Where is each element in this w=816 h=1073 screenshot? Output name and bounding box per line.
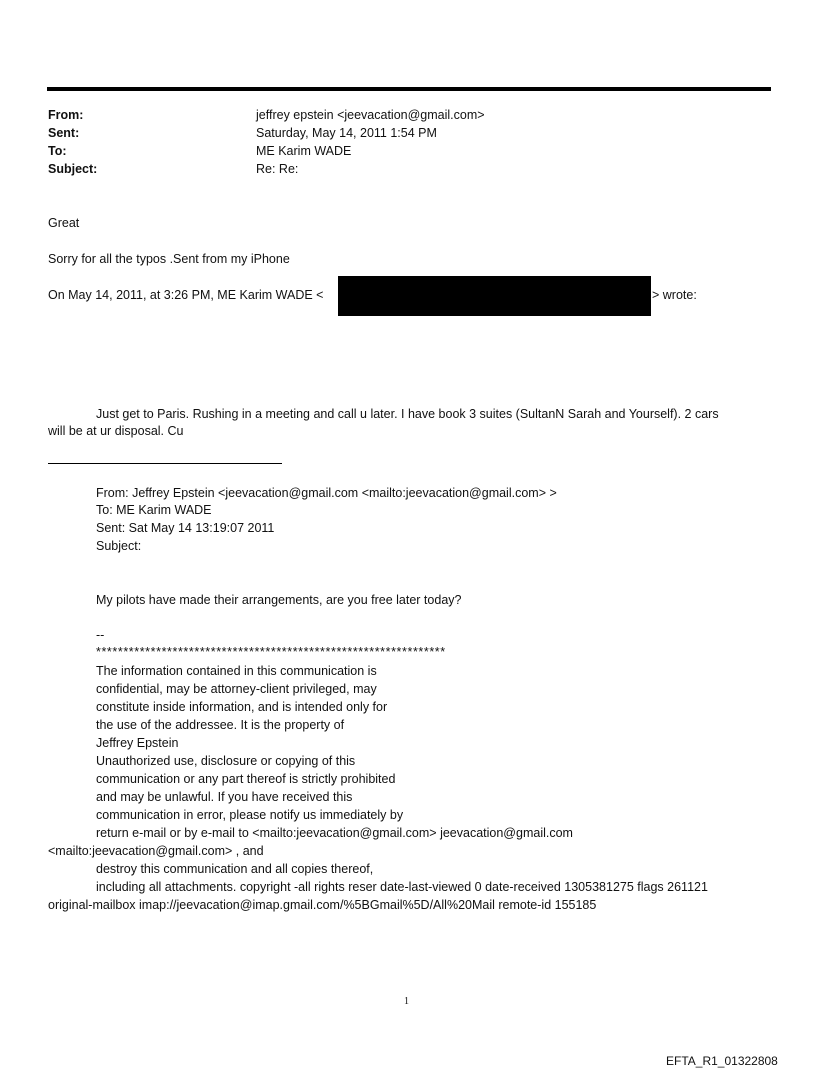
redaction-box	[338, 276, 651, 316]
body-great: Great	[48, 216, 80, 230]
quoted-sent: Sent: Sat May 14 13:19:07 2011	[96, 521, 275, 535]
sent-value: Saturday, May 14, 2011 1:54 PM	[256, 126, 437, 140]
subject-label: Subject:	[48, 162, 98, 176]
disclaimer-line: communication or any part thereof is strictly prohibited	[96, 772, 396, 786]
separator-rule	[48, 463, 282, 464]
signature-dash: --	[96, 628, 105, 642]
disclaimer-mailto: <mailto:jeevacation@gmail.com> , and	[48, 844, 264, 858]
document-id: EFTA_R1_01322808	[666, 1054, 778, 1068]
disclaimer-line: the use of the addressee. It is the property of	[96, 718, 345, 732]
from-value: jeffrey epstein <jeevacation@gmail.com>	[256, 108, 485, 122]
disclaimer-line: communication in error, please notify us immediately by	[96, 808, 404, 822]
disclaimer-destroy: destroy this communication and all copies thereof,	[96, 862, 374, 876]
quoted-to: To: ME Karim WADE	[96, 503, 212, 517]
page-number: 1	[404, 996, 409, 1007]
reply-line-2: will be at ur disposal. Cu	[48, 424, 184, 438]
disclaimer-including: including all attachments. copyright -all rights reser date-last-viewed 0 date-received 1305381275 flags 261121	[96, 880, 708, 894]
sent-label: Sent:	[48, 126, 80, 140]
body-typos: Sorry for all the typos .Sent from my iPhone	[48, 252, 290, 266]
disclaimer-line: constitute inside information, and is intended only for	[96, 700, 388, 714]
disclaimer-line: return e-mail or by e-mail to <mailto:jeevacation@gmail.com> jeevacation@gmail.com	[96, 826, 573, 840]
disclaimer-line: Unauthorized use, disclosure or copying of this	[96, 754, 356, 768]
quoted-message: My pilots have made their arrangements, are you free later today?	[96, 593, 462, 607]
to-label: To:	[48, 144, 67, 158]
disclaimer-mailbox: original-mailbox imap://jeevacation@imap.gmail.com/%5BGmail%5D/All%20Mail remote-id 155185	[48, 898, 597, 912]
from-label: From:	[48, 108, 84, 122]
signature-stars: ****************************************************************	[96, 645, 446, 659]
to-value: ME Karim WADE	[256, 144, 352, 158]
reply-line-1: Just get to Paris. Rushing in a meeting and call u later. I have book 3 suites (SultanN Sarah and Yourself). 2 cars	[96, 407, 719, 421]
top-rule	[47, 87, 771, 91]
disclaimer-line: Jeffrey Epstein	[96, 736, 179, 750]
body-on-suffix: > wrote:	[652, 288, 697, 302]
quoted-from: From: Jeffrey Epstein <jeevacation@gmail.com <mailto:jeevacation@gmail.com> >	[96, 486, 557, 500]
disclaimer-line: and may be unlawful. If you have received this	[96, 790, 353, 804]
quoted-subject: Subject:	[96, 539, 142, 553]
disclaimer-line: confidential, may be attorney-client privileged, may	[96, 682, 377, 696]
body-on-prefix: On May 14, 2011, at 3:26 PM, ME Karim WADE <	[48, 288, 324, 302]
subject-value: Re: Re:	[256, 162, 299, 176]
disclaimer-line: The information contained in this communication is	[96, 664, 377, 678]
